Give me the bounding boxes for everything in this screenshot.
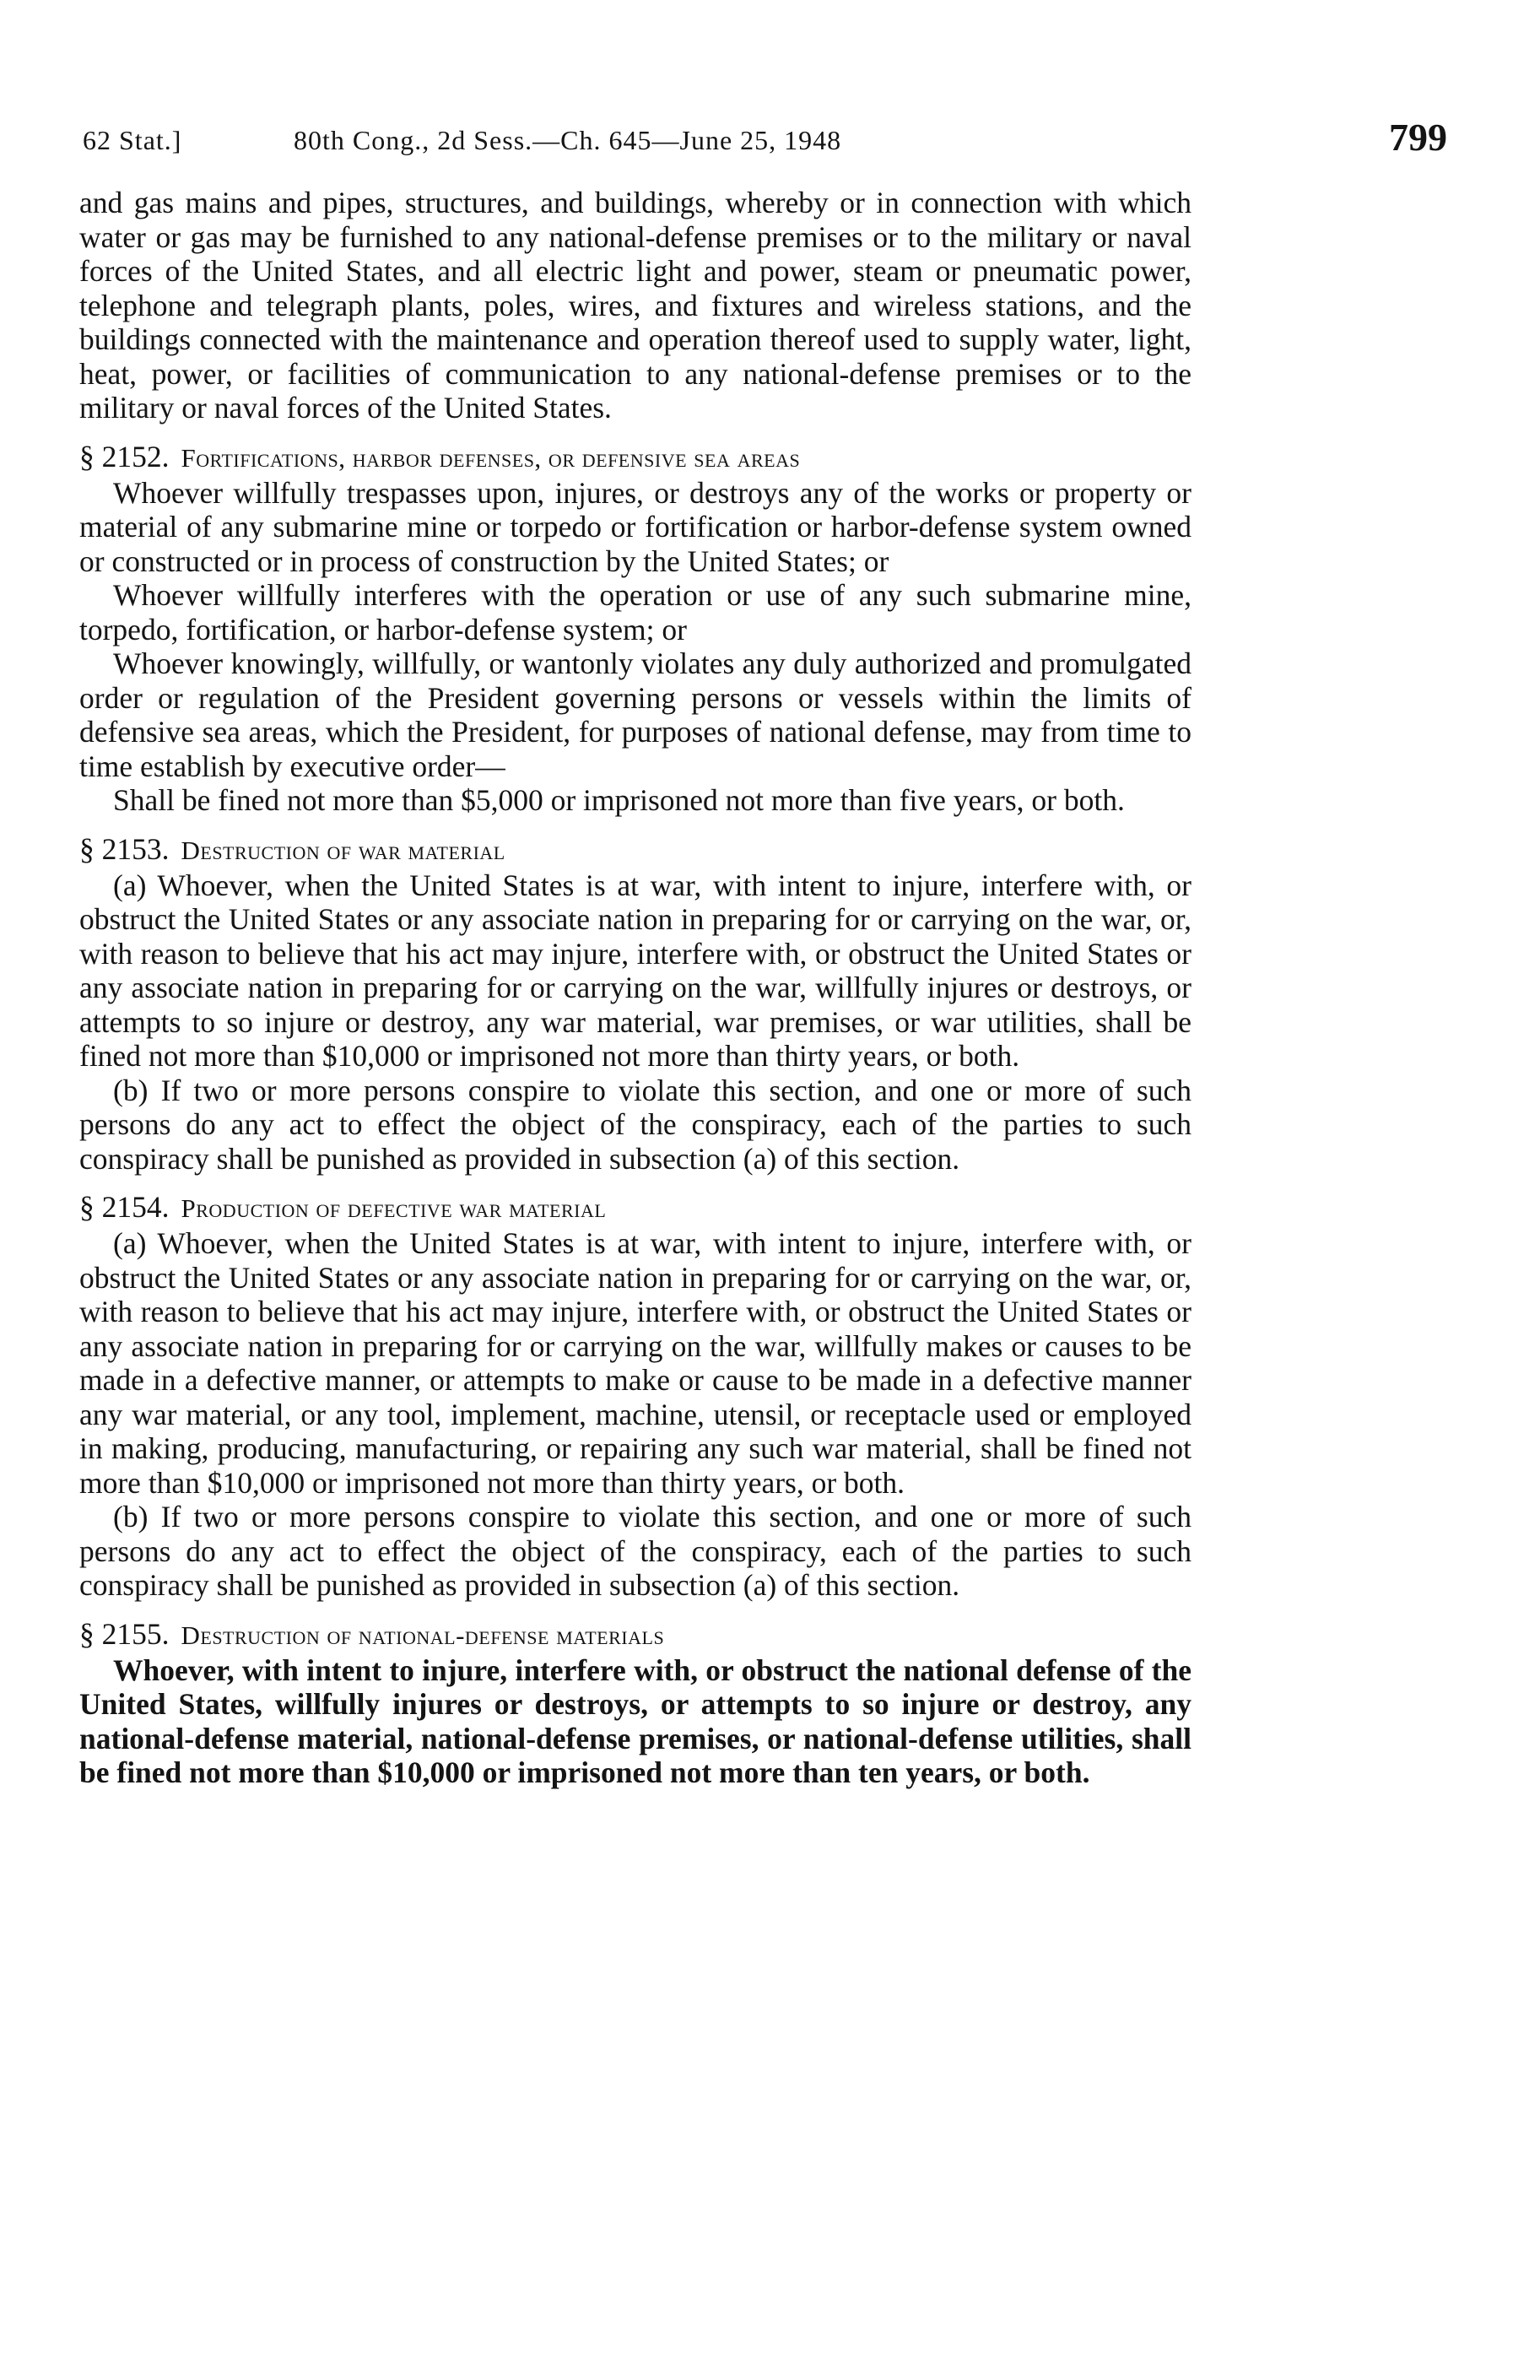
section-title: Fortifications, harbor defenses, or defensive sea areas	[181, 442, 801, 473]
section-heading-2154	[79, 1189, 1191, 1226]
section-paragraph: Whoever willfully trespasses upon, injures, or destroys any of the works or property or material of any submarine mine or torpedo or fortification or harbor-defense system owned or constructed or in process of construction by the United States; or	[79, 475, 1191, 578]
section-title: Destruction of war material	[181, 835, 505, 865]
section-paragraph: Shall be fined not more than $5,000 or imprisoned not more than five years, or both.	[113, 783, 1125, 817]
continued-paragraph: and gas mains and pipes, structures, and buildings, whereby or in connection with which water or gas may be furnished to any national-defense premises or to the military or naval forces of the United States, and all electric light and power, steam or pneumatic power, telephone and telegraph plants, poles, wires, and fixtures and wireless stations, and the buildings connected with the maintenance and operation thereof used to supply water, light, heat, power, or facilities of communication to any national-defense premises or to the military or naval forces of the United States.	[79, 186, 1191, 425]
section-heading-2155	[79, 1616, 1191, 1653]
section-number: § 2155.	[79, 1616, 170, 1651]
section-heading-2153	[79, 831, 1191, 868]
section-paragraph: Whoever, with intent to injure, interfere with, or obstruct the national defense of the United States, willfully injures or destroys, or attempts to so injure or destroy, any national-defense material, national-defense premises, or national-defense utilities, shall be fined not more than $10,000 or imprisoned not more than ten years, or both.	[79, 1652, 1191, 1789]
statute-volume-reference: 62 Stat.]	[83, 125, 182, 155]
section-paragraph: (a) Whoever, when the United States is at war, with intent to injure, interfere with, or obstruct the United States or any associate nation in preparing for or carrying on the war, or, with reason to believe that his act may injure, interfere with, or obstruct the United States or any associate nation in preparing for or carrying on the war, willfully makes or causes to be made in a defective manner, or attempts to make or cause to be made in a defective manner any war material, or any tool, implement, machine, utensil, or receptacle used or employed in making, producing, manufacturing, or repairing any such war material, shall be fined not more than $10,000 or imprisoned not more than thirty years, or both.	[79, 1226, 1191, 1500]
congress-session-chapter-date: 80th Cong., 2d Sess.—Ch. 645—June 25, 1948	[294, 125, 842, 155]
section-paragraph: Whoever willfully interferes with the operation or use of any such submarine mine, torpedo, fortification, or harbor-defense system; or	[79, 578, 1191, 646]
section-title: Production of defective war material	[181, 1193, 607, 1223]
section-paragraph: (b) If two or more persons conspire to violate this section, and one or more of such persons do any act to effect the object of the conspiracy, each of the parties to such conspiracy shall be punished as provided in subsection (a) of this section.	[79, 1500, 1191, 1602]
section-paragraph: (a) Whoever, when the United States is at war, with intent to injure, interfere with, or obstruct the United States or any associate nation in preparing for or carrying on the war, or, with reason to believe that his act may injure, interfere with, or obstruct the United States or any associate nation in preparing for or carrying on the war, willfully injures or destroys, or attempts to so injure or destroy, any war material, war premises, or war utilities, shall be fined not more than $10,000 or imprisoned not more than thirty years, or both.	[79, 868, 1191, 1073]
section-heading-2152	[79, 439, 1191, 476]
section-paragraph: Whoever knowingly, willfully, or wantonly violates any duly authorized and promulgated order or regulation of the President governing persons or vessels within the limits of defensive sea areas, which the President, for purposes of national defense, may from time to time establish by executive order—	[79, 646, 1191, 783]
section-number: § 2154.	[79, 1190, 170, 1224]
section-number: § 2152.	[79, 439, 170, 473]
statute-text	[79, 186, 1191, 1790]
section-title: Destruction of national-defense materials	[181, 1620, 665, 1650]
section-paragraph: (b) If two or more persons conspire to violate this section, and one or more of such persons do any act to effect the object of the conspiracy, each of the parties to such conspiracy shall be punished as provided in subsection (a) of this section.	[79, 1073, 1191, 1176]
section-number: § 2153.	[79, 831, 170, 866]
page-number: 799	[1389, 116, 1447, 159]
